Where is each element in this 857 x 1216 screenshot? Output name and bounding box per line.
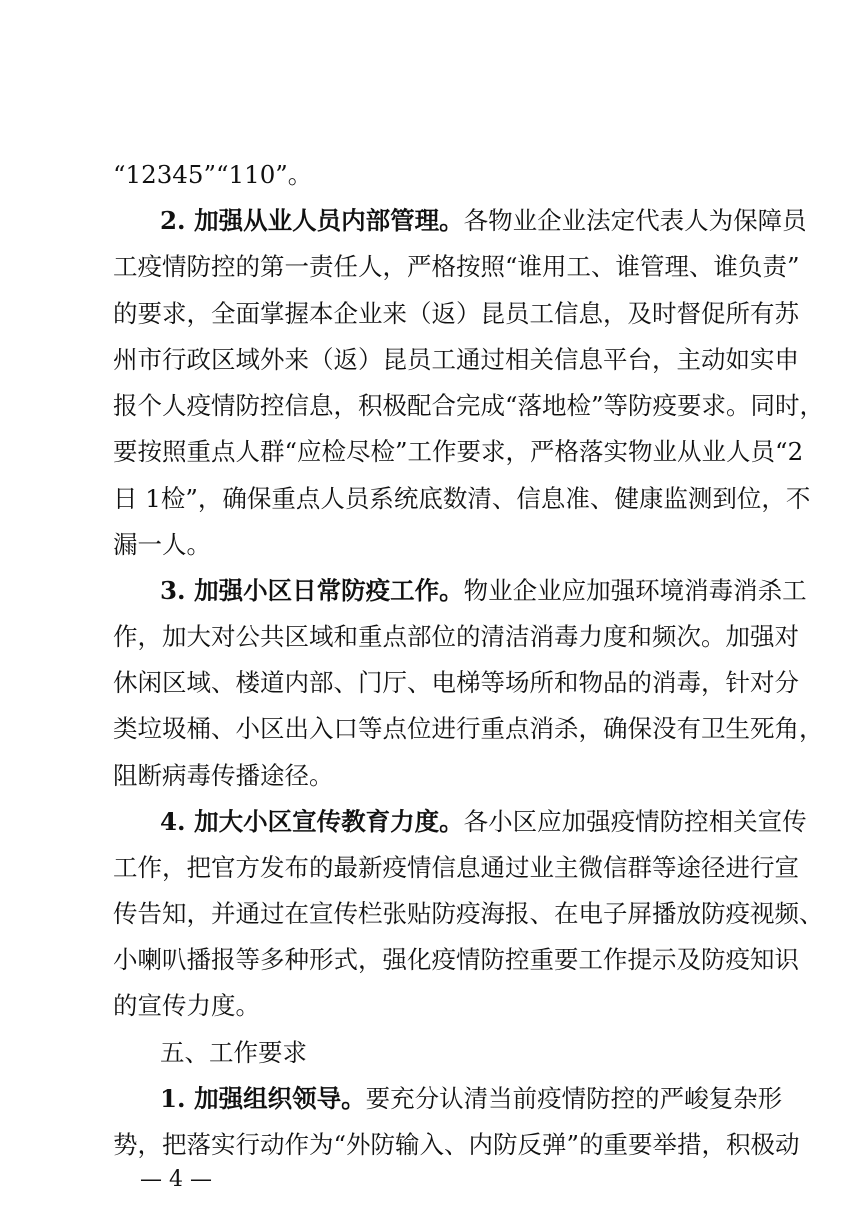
section-5-heading: 五、工作要求 (160, 1038, 307, 1067)
paragraph-5-title: 1. 加强组织领导。 (160, 1084, 366, 1113)
text-line: 类垃圾桶、小区出入口等点位进行重点消杀，确保没有卫生死角， (113, 714, 824, 743)
text-line: 休闲区域、楼道内部、门厅、电梯等场所和物品的消毒，针对分 (113, 668, 799, 697)
text-line: 报个人疫情防控信息，积极配合完成“落地检”等防疫要求。同时， (113, 391, 825, 420)
page-number: — 4 — (140, 1167, 212, 1192)
text-line: 传告知，并通过在宣传栏张贴防疫海报、在电子屏播放防疫视频、 (113, 899, 824, 928)
text-line: 工作，把官方发布的最新疫情信息通过业主微信群等途径进行宣 (113, 853, 799, 882)
text-line: 漏一人。 (113, 530, 211, 559)
text-line: 作，加大对公共区域和重点部位的清洁消毒力度和频次。加强对 (113, 622, 799, 651)
text-line: 势，把落实行动作为“外防输入、内防反弹”的重要举措，积极动 (113, 1130, 800, 1159)
text-line: 的要求，全面掌握本企业来（返）昆员工信息，及时督促所有苏 (113, 299, 799, 328)
paragraph-2-title: 2. 加强从业人员内部管理。 (160, 206, 464, 235)
text-span: 各小区应加强疫情防控相关宣传 (463, 807, 807, 836)
paragraph-2-first-line (160, 201, 807, 241)
text-span: 各物业企业法定代表人为保障员 (463, 206, 807, 235)
paragraph-4-first-line (160, 802, 807, 842)
text-line: 小喇叭播报等多种形式，强化疫情防控重要工作提示及防疫知识 (113, 945, 799, 974)
text-line: 工疫情防控的第一责任人，严格按照“谁用工、谁管理、谁负责” (113, 252, 800, 281)
text-line: 的宣传力度。 (113, 991, 260, 1020)
text-span: 要充分认清当前疫情防控的严峻复杂形 (365, 1084, 783, 1113)
paragraph-4-title: 4. 加大小区宣传教育力度。 (160, 807, 464, 836)
text-line: 阻断病毒传播途径。 (113, 761, 334, 790)
paragraph-3-title: 3. 加强小区日常防疫工作。 (160, 576, 464, 605)
text-line: “12345”“110”。 (113, 160, 313, 189)
paragraph-3-first-line (160, 571, 807, 611)
text-span: 物业企业应加强环境消毒消杀工 (463, 576, 807, 605)
text-line: 州市行政区域外来（返）昆员工通过相关信息平台，主动如实申 (113, 345, 799, 374)
text-line: 日 1检”，确保重点人员系统底数清、信息准、健康监测到位，不 (113, 484, 811, 513)
paragraph-5-first-line (160, 1079, 783, 1119)
text-line: 要按照重点人群“应检尽检”工作要求，严格落实物业从业人员“2 (113, 437, 804, 466)
